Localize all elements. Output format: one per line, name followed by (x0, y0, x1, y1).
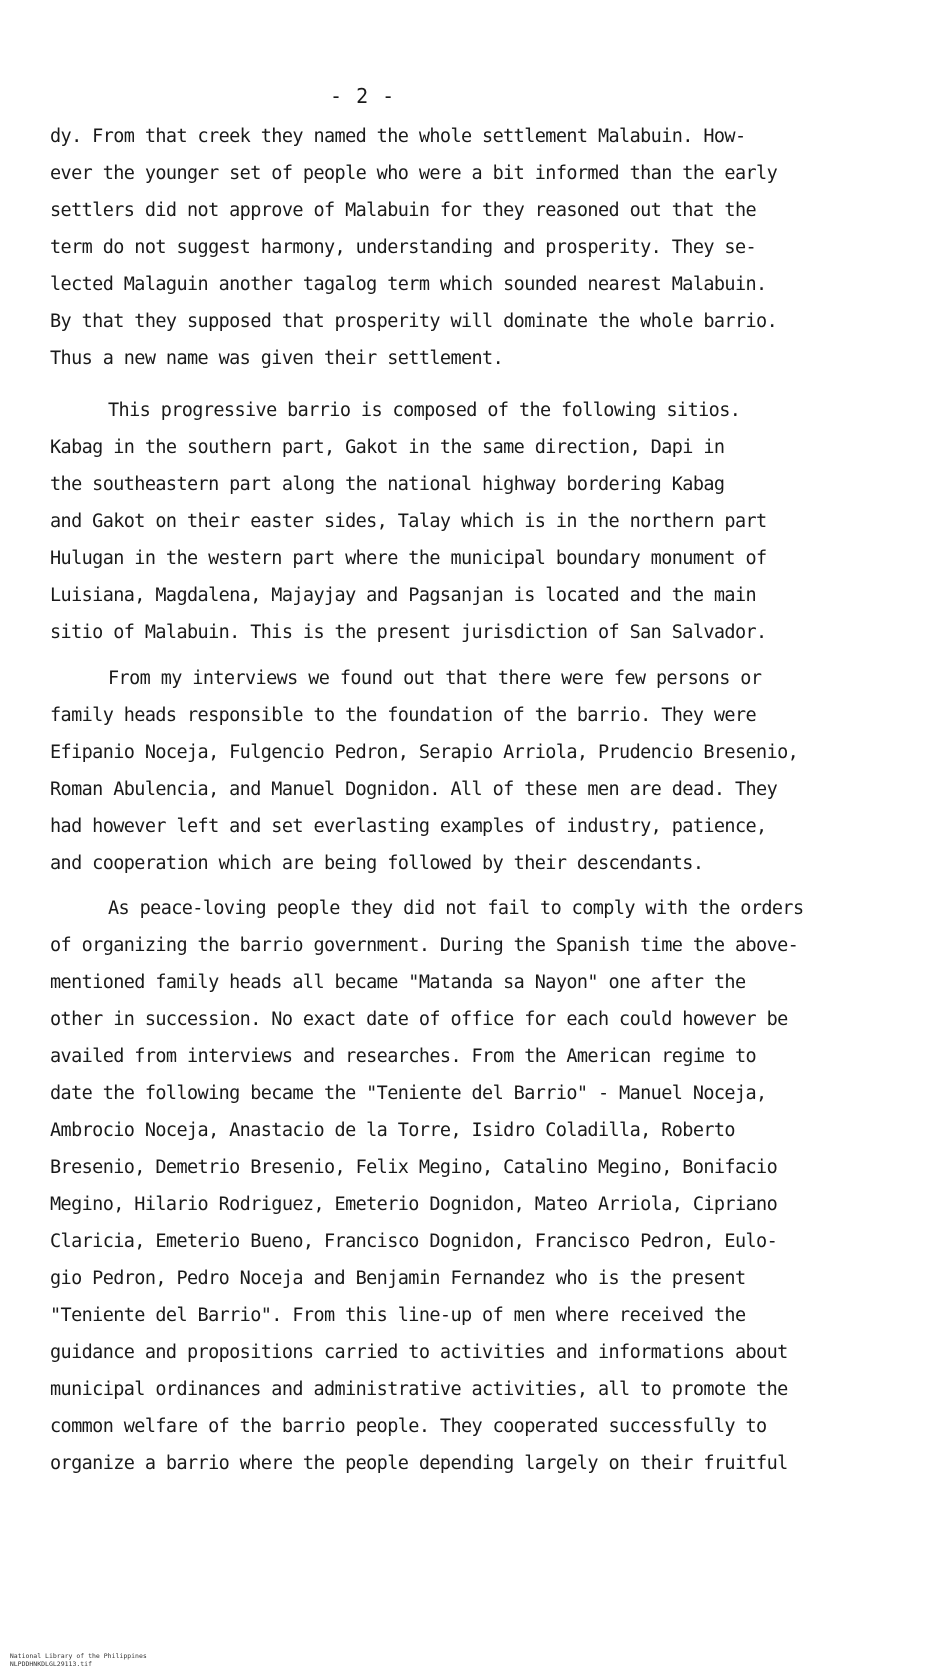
text-line: the southeastern part along the national highway bordering Kabag (50, 474, 725, 495)
text-line: Kabag in the southern part, Gakot in the same direction, Dapi in (50, 437, 725, 458)
text-line: mentioned family heads all became "Matanda sa Nayon" one after the (50, 972, 746, 993)
text-line: had however left and set everlasting examples of industry, patience, (50, 816, 767, 837)
text-line: Ambrocio Noceja, Anastacio de la Torre, Isidro Coladilla, Roberto (50, 1120, 735, 1141)
text-line: term do not suggest harmony, understanding and prosperity. They se- (50, 237, 757, 258)
paragraph-4 (50, 890, 920, 1482)
paragraph-1 (50, 118, 920, 377)
footer-source: National Library of the Philippines (9, 1652, 147, 1660)
text-line: By that they supposed that prosperity will dominate the whole barrio. (50, 311, 778, 332)
text-line: dy. From that creek they named the whole settlement Malabuin. How- (50, 126, 746, 147)
text-line: Bresenio, Demetrio Bresenio, Felix Megino, Catalino Megino, Bonifacio (50, 1157, 778, 1178)
text-line: availed from interviews and researches. From the American regime to (50, 1046, 757, 1067)
text-line: municipal ordinances and administrative activities, all to promote the (50, 1379, 788, 1400)
text-line: Roman Abulencia, and Manuel Dognidon. All of these men are dead. They (50, 779, 778, 800)
text-line: This progressive barrio is composed of the following sitios. (108, 400, 741, 421)
text-line: organize a barrio where the people depending largely on their fruitful (50, 1453, 788, 1474)
text-line: From my interviews we found out that there were few persons or (108, 668, 762, 689)
text-line: Claricia, Emeterio Bueno, Francisco Dognidon, Francisco Pedron, Eulo- (50, 1231, 778, 1252)
text-line: and Gakot on their easter sides, Talay which is in the northern part (50, 511, 767, 532)
text-line: sitio of Malabuin. This is the present jurisdiction of San Salvador. (50, 622, 767, 643)
paragraph-2 (50, 392, 920, 651)
text-line: Thus a new name was given their settlement. (50, 348, 504, 369)
scan-footer (2, 1644, 161, 1668)
text-line: and cooperation which are being followed by their descendants. (50, 853, 704, 874)
text-line: family heads responsible to the foundation of the barrio. They were (50, 705, 757, 726)
text-line: settlers did not approve of Malabuin for they reasoned out that the (50, 200, 757, 221)
paragraph-3 (50, 660, 920, 882)
text-line: other in succession. No exact date of office for each could however be (50, 1009, 788, 1030)
text-line: Efipanio Noceja, Fulgencio Pedron, Serapio Arriola, Prudencio Bresenio, (50, 742, 799, 763)
text-line: common welfare of the barrio people. They cooperated successfully to (50, 1416, 767, 1437)
text-line: lected Malaguin another tagalog term which sounded nearest Malabuin. (50, 274, 767, 295)
text-line: Hulugan in the western part where the municipal boundary monument of (50, 548, 767, 569)
text-line: "Teniente del Barrio". From this line-up of men where received the (50, 1305, 746, 1326)
text-line: date the following became the "Teniente del Barrio" - Manuel Noceja, (50, 1083, 767, 1104)
text-line: of organizing the barrio government. During the Spanish time the above- (50, 935, 799, 956)
page-number: - 2 - (330, 84, 396, 108)
text-line: gio Pedron, Pedro Noceja and Benjamin Fernandez who is the present (50, 1268, 746, 1289)
text-line: ever the younger set of people who were a bit informed than the early (50, 163, 778, 184)
footer-file: NLPDDHNKDLGL29113.tif (9, 1660, 93, 1668)
text-line: guidance and propositions carried to activities and informations about (50, 1342, 788, 1363)
text-line: As peace-loving people they did not fail to comply with the orders (108, 898, 804, 919)
text-line: Luisiana, Magdalena, Majayjay and Pagsanjan is located and the main (50, 585, 757, 606)
text-line: Megino, Hilario Rodriguez, Emeterio Dognidon, Mateo Arriola, Cipriano (50, 1194, 778, 1215)
